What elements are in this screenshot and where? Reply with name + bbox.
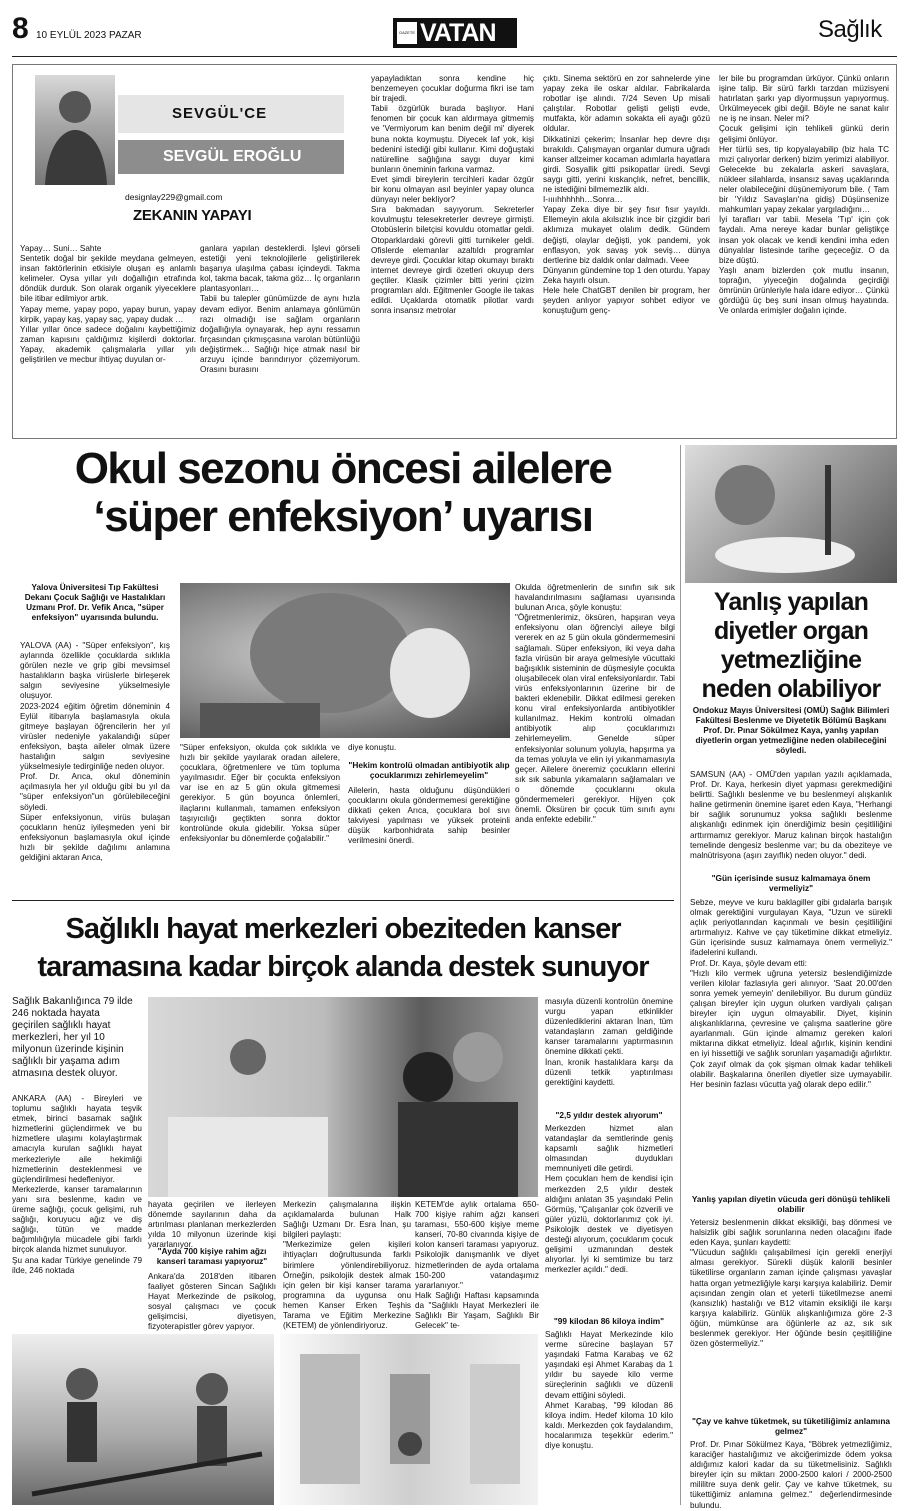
logo-badge: GAZETE [397,22,417,44]
column-text-1: Yapay… Suni… Sahte Sentetik doğal bir şekilde meydana gelmeyen, insan faktörlerinin etkisiyle oluşan eş anlamlı kelimeler. Oysa yıllar yılı doğallığın etrafında döndük durduk. Son olarak organik yiyeceklere bile itibar edilmiyor artık. Yapay meme, yapay popo, yapay burun, yapay kirpik, yapay kaş, yapay saç, yapay dudak … Yıllar yıllar önce sadece doğalını kaybettiğimiz zaman kapısını çaldığımız kişilerdi doktorlar. Yapay, akademik çalışmalarla yıllar yılı geliştirilen ve mecbur ihtiyaç duyulan or- [20,244,196,365]
issue-date: 10 EYLÜL 2023 PAZAR [36,30,142,41]
article3-photo-exercise [12,1334,274,1505]
page-number: 8 [12,12,29,45]
article3-subheading-2: "2,5 yıldır destek alıyorum" [555,1110,663,1120]
child-photo-icon [180,583,510,738]
columnist-photo [35,75,115,185]
article2-photo-diet [685,445,897,583]
article3-subheading-1: "Ayda 700 kişiye rahim ağzı kanseri taraması yapıyoruz" [156,1246,268,1266]
article2-subheading-1: "Gün içerisinde susuz kalmamaya önem vermeliyiz" [711,873,871,893]
article1-text-2: "Süper enfeksiyon, okulda çok sıklıkla ve hızlı bir şekilde yayılarak oradan ailelere, çocuklara, öğretmenlere ve tüm topluma yayılmasıdır. Eğer bir çocukta enfeksiyon var ise en az 5 gün okula gitmemesi gerekiyor. 5 gün boyunca önlemleri, ilaçlarını kullanmalı, tamamen enfeksiyon taşıyıcılığı geçtikten sonra doktor kontrolünde okula gidebilir. Yoksa süper enfeksiyonlar bu dönemlerde çoğalabilir." [180,743,340,843]
author-name: SEVGÜL EROĞLU [163,148,302,165]
article3-text-1: ANKARA (AA) - Bireyleri ve toplumu sağlıklı hayata teşvik etmek, birinci basamak sağlık hizmetlerini güçlendirmek ve bu hizmetlere ulaşımı kolaylaştırmak amacıyla kurulan sağlıklı hayat merkezleriyle aile hekimliği hizmetlerinin desteklenmesi ve güçlendirilmesi hedefleniyor. Merkezlerde, kanser taramalarının yanı sıra beslenme, kadın ve üreme sağlığı, çocuk gelişimi, ruh sağlığı, koruyucu ağız ve diş sağlığı, tütün ve madde bağımlılığıyla mücadele gibi farklı birçok alanda hizmet sunuluyor. Şu ana kadar Türkiye genelinde 79 ilde, 246 noktada [12,1094,142,1275]
article2-text-4: Prof. Dr. Pınar Sökülmez Kaya, "Böbrek yetmezliğimiz, karaciğer hastalığımız ve akciğerimizde ödem yoksa aldığımız kalori kadar da su tüketmelisiniz. Sağlıklı bireyler için su miktarı 2000-2500 kalori / 2000-2500 mililitre suya denk gelir. Çay ve kahve tüketmek, su tükettiğimiz anlamına gelmez." değerlendirmesinde bulundu. [690,1440,892,1510]
article3-text-3: Merkezin çalışmalarına ilişkin açıklamalarda bulunan Halk Sağlığı Uzmanı Dr. Esra İnan, şu bilgileri paylaştı: "Merkezimize gelen kişileri ihtiyaçları doğrultusunda farklı birimlere yönlendirebiliyoruz. Örneğin, psikolojik destek almak için gelen bir kişi kanser tarama programına da uygunsa onu hemen Kanser Erken Teşhis Tarama ve Eğitim Merkezine (KETEM) de yönlendiriyoruz. [283,1200,411,1331]
article2-subheading-2: Yanlış yapılan diyetin vücuda geri dönüşü tehlikeli olabilir [691,1194,891,1214]
vatan-logo [393,18,517,48]
article3-headline-line1: Sağlıklı hayat merkezleri obeziteden kanser [65,913,621,945]
article3-headline [12,910,674,986]
article1-text-3b: Ailelerin, hasta olduğunu düşündükleri çocuklarını okula göndermemesi gerektiğine dikkati çeken Arıca, çocuklara bol sıvı takviyesi yapılması ve yüksek proteinli düşük karbonhidrata sahip besinler verilmesini önerdi. [348,786,510,846]
article2-lead: Ondokuz Mayıs Üniversitesi (OMÜ) Sağlık Bilimleri Fakültesi Beslenme ve Diyetetik Bölümü Başkanı Prof. Dr. Pınar Sökülmez Kaya, yanlış yapılan diyetlerin organ yetmezliğine neden olabileceğini söyledi. [692,706,890,755]
column-text-5: ler bile bu programdan ürküyor. Çünkü onların işine talip. Bir sürü farklı tarzdan müzisyeni hatırlatan şarkı yap diyormuşsun yapıyormuş. Ürkülmeyecek gibi değil. Böyle ne sanat kalır ne iş ne insan. Neler mi? Çocuk gelişimi için tehlikeli günkü derin gelişimi önlüyor. Her türlü ses, tip kopyalayabilip (biz hala TC mızi çalıyorlar derken) bizim yerimizi alabiliyor. Gelecekte bu zekalarla askeri savaşlara, nükleer silahlarda, insansız savaş uçaklarında neler olabileceğini düşünemiyorum bile. ( Tam bir 'Yıldız Savaşları'na gidiş) Düşünsenize mahkumları yapay zekalar yargıladığını… İyi tarafları var tabii. Mesela 'Tıp' için çok faydalı. Ama nereye kadar bunlar geliştikçe insan yok olacak ve kendi kendini imha eden dünyalılar listesinde tarihe geçeceğiz. O da bize düştü. Yaşlı anam bizlerden çok mutlu insanın, toprağın, yiyeceğin doğalında geçirdiği ömrünün ürünleriyle hala idare ediyor… Çünkü gördüğü üç beş suni insan olmuş hayatında. Ve onlarda erimişler doğalın içinde. [719,74,889,316]
article1-text-3a: diye konuştu. [348,743,397,752]
section-name: Sağlık [818,16,882,43]
exercise-photo-icon [12,1334,274,1505]
article2-headline-line2: diyetler organ [713,617,869,645]
article1-headline-line1: Okul sezonu öncesi ailelere [74,444,612,493]
diet-photo-icon [685,445,897,583]
article3-photo-corridor [280,1334,538,1505]
article3-text-5c: Sağlıklı Hayat Merkezinde kilo verme sürecine başlayan 57 yaşındaki Fatma Karabaş ve 62 yaşındaki eşi Ahmet Karabaş da 1 yıldır bu sayede kilo verme süreçlerinin sağlıklı ve düzenli devam ettiğini söyledi. Ahmet Karabaş, "99 kilodan 86 kiloya indim. Hedef kiloma 10 kilo kaldı. Merkezden çok faydalandım, hocalarımıza teşekkür ederim." diye konuştu. [545,1330,673,1451]
article1-text-1: YALOVA (AA) - "Süper enfeksiyon", kış aylarında özellikle çocuklarda sıklıkla görülen nezle ve grip gibi mevsimsel hastalıkların başka virüslerle birleşerek salgın seviyesine yükselmesiyle oluşuyor. 2023-2024 eğitim öğretim döneminin 4 Eylül itibarıyla başlamasıyla okula gitmeye başlayan öğrencilerin her yıl virüsler nedeniyle yakalandığı süper enfeksiyon, başta aileler olmak üzere hastalığın salgın seviyesine yükselmesiyle tedirginliğe neden oluyor. Prof. Dr. Arıca, okul döneminin açılmasıyla her yıl olduğu gibi bu yıl da "süper enfeksiyon"un görülebileceğini söyledi. Süper enfeksiyonun, virüs bulaşan çocukların henüz iyileşmeden yeni bir enfeksiyonun başlamasıyla okul içinde hızlı bir şekilde dağılımı anlamına geldiğini aktaran Arıca, [20,641,170,862]
article1-bottom-rule [12,900,674,901]
logo-text: VATAN [420,19,496,47]
article1-headline [12,445,674,541]
page-header [0,0,907,60]
consultation-photo-icon [148,997,538,1197]
column-text-3: yapayladıktan sonra kendine hiç benzemeyen çocuklar doğurma fikri ise tam bir trajedi. Tabii özgürlük burada başlıyor. Hani fenomen bir çocuk kan aldırmaya gitmemiş ve 'Vermiyorum kan benim değil mi' diyerek buna nokta koymuştu. Diyecek laf yok, kişi bedenini istediği gibi kullanır. Kimi doğuştaki natürelline sağlığına saygı duyar kimi bunların öneminin farkına varmaz. Evet şimdi bireylerin tercihleri kadar özgür bir konu olmayan asıl beyinler yapay olunca dünyayı neler bekliyor? Sıra bakmadan sayıyorum. Sekreterler kovulmuştu telesekreterler devreye girmişti. Otobüslerin biletçisi kovuldu otomatlar geldi. Otoparklardaki görevli gitti turnikeler geldi. Ofislerde elemanlar azaltıldı programlar devreye girdi. Çocuklar kitap okumayı bıraktı internet devreye girdi özetleri okuyup ders geçtiler. Klasik çizimler bitti yerini çizim programları aldı. Eğitmenler Google ile takas edildi. Uçaklarda otomatik pilotlar vardı sonra insansız metrolar [371,74,534,316]
article2-text-1: SAMSUN (AA) - OMÜ'den yapılan yazılı açıklamada, Prof. Dr. Kaya, herkesin diyet yapması gerekmediğini belirtti. Sağlıklı beslenme ve bu beslenmeyi alışkanlık haline getirmenin önemine işaret eden Kaya, "Herhangi bir sağlık sorunumuz yoksa sağlıklı beslenme alışkanlığı edinmek için önerdiğimiz besin çeşitliliğini arttırmamız gerekiyor. Maruz kalınan birçok hastalığın temelinde dengesiz beslenme var; bu da obeziteye ve malnütrisyona (aşırı zayıflık) neden oluyor." dedi. [690,770,892,860]
author-email: designlay229@gmail.com [125,192,223,202]
article3-text-5a: masıyla düzenli kontrolün önemine vurgu yapan etkinlikler düzenlediklerini aktaran İnan, tüm vatandaşların zaman geldiğinde kanser taramalarını yaptırmasının önemine dikkati çekti. İnan, kronik hastalıklara karşı da düzenli tetkik yaptırılması gerektiğini kaydetti. [545,997,673,1087]
article2-headline-line4: neden olabiliyor [701,675,881,703]
article2-subheading-3: "Çay ve kahve tüketmek, su tüketiliğimiz anlamına gelmez" [691,1416,891,1436]
article2-headline-line3: yetmezliğine [720,646,862,674]
article3-photo-doctor-office [148,997,538,1197]
article3-subheading-3: "99 kilodan 86 kiloya indim" [553,1316,665,1326]
article3-lead: Sağlık Bakanlığınca 79 ilde 246 noktada hayata geçirilen sağlıklı hayat merkezleri, her yıl 10 milyonun üzerinde kişinin sağlıklı bir yaşama adım atmasına destek oluyor. [12,996,133,1079]
person-silhouette-icon [35,75,115,185]
article3-text-4: KETEM'de aylık ortalama 650-700 kişiye rahim ağzı kanseri taraması, 550-600 kişiye meme kanseri, 70-80 civarında kişiye de kolon kanseri taraması yapıyoruz. Psikolojik danışmanlık ve diyet hizmetlerinden de ayda ortalama 150-200 vatandaşımız yararlanıyor." Halk Sağlığı Haftası kapsamında da "Sağlıklı Hayat Merkezleri ile Sağlıklı Bir Yaşam, Sağlıklı Bir Gelecek" te- [415,1200,539,1331]
article2-headline [685,588,897,704]
column-text-2: ganlara yapılan destеklerdi. İşlevi görseli estetiği yeni teknolojilerle geliştirilerek başarıya ulaşılma çabası içindeydi. Takma kol, takma bacak, takma göz… İç organların plantasyonları… Tabii bu talepler günümüzde de aynı hızla devam ediyor. Benim anlamaya gönlümün razı olmadığı ise sağlam organların doğallığıyla oynayarak, hep aynı ressamın fırçasından çıkmışçasına varolan bütünlüğü değiştirmek… Sağlığı hiçe atmak nasıl bir arzuyu içinde barındırıyor çözemiyorum. Orasını burasını [200,244,360,375]
article3-text-2a: hayata geçirilen ve ilerleyen dönemde sayılarının daha da artırılması planlanan merkezlerden yılda 10 milyonun üzerinde kişi yararlanıyor. [148,1200,276,1250]
article1-lead: Yalova Üniversitesi Tıp Fakültesi Dekanı Çocuk Sağlığı ve Hastalıkları Uzmanı Prof. Dr. Vefik Arıca, "süper enfeksiyon" uyarısında bulundu. [24,583,166,622]
article2-text-3: Yetersiz beslenmenin dikkat eksikliği, baş dönmesi ve halsizlik gibi sağlık sorunlarına neden olacağını ifade eden Kaya, şunları kaydetti: "Vücudun sağlıklı çalışabilmesi için gerekli enerjiyi alması gerekiyor. Sürekli düşük kalorili besinler tüketilirse organların zaman içinde çalışması yavaşlar hatta organ yetmezliğiyle karşı karşıya kalabiliriz. Demir açısından zengin olan et yeterli tüketilmezse anemi (kansızlık) hastalığı ve B12 vitamin eksikliği ile karşı karşıya kalabiliriz. Günlük alışkanlığımıza göre 2-3 öğün, mümkünse ara öğünlerle az az, sık sık beslenmek gerekiyor. Her öğünde besin çeşitliliğine özen göstermeliyiz." [690,1218,892,1349]
header-rule [12,56,897,57]
article1-photo-child-tissue [180,583,510,738]
article1-text-4: Okulda öğretmenlerin de sınıfın sık sık havalandırılmasını sağlaması uyarısında bulunan Arıca, şöyle konuştu: "Öğretmenlerimiz, öksüren, hapşıran veya enfeksiyonu olan öğrenciyi aileye bilgi vererek en az 5 gün okula göndermemesini sağlamalı. Süper enfeksiyon, iki veya daha fazla virüsün bir araya gelmesiyle vücuttaki bağışıklık sisteminin de düşmesiyle çocukta oluşabilecek olan viral enfeksiyonlardır. Tabi virüs enfeksiyonlarının üzerine bir de bakteri eklenebilir. Dikkat edilmesi gereken konu viral enfeksiyonlarda antibiyotikler kullanılmaz. Hekim kontrolü olmadan antibiyotik alıp çocuklarımızı zehirlemeyelim. Genelde süper enfeksiyonlar solunum yoluyla, hapşırma ya da temas yoluyla ve elin iyi yıkanmamasıyla geçer. Ailelere öneremiz çocukların ellerini sık sık sabunla yıkamaların sağlamaları ve o dönemde çocuklarını okula göndermemeleri gerekiyor. Hijyen çok önemli. Öksüren bir çocuk tüm sınıfı aynı anda enfekte edebilir." [515,583,675,825]
column-title: SEVGÜL'CE [172,105,268,122]
right-column-divider [680,445,681,1505]
article1-headline-line2: ‘süper enfeksiyon’ uyarısı [93,492,593,541]
article1-subheading-1: "Hekim kontrolü olmadan antibiyotik alıp çocuklarımızı zehirlemeyelim" [348,760,510,780]
article3-text-5b: Merkezden hizmet alan vatandaşlar da semtlerinde geniş kapsamlı sağlık hizmetleri olmasından duydukları memnuniyeti dile getirdi. Hem çocukları hem de kendisi için merkezden 2,5 yıldır destek aldığını anlatan 35 yaşındaki Pelin Görmüş, "Çalışanlar çok özverili ve güler yüzlü, doktorlarımız çok iyi. Psikolojik destek ve diyetisyen desteği alıyorum, çocuklarım çocuk gelişimi uzmanından destek alıyorlar. İyi ki semtimize bu tarz merkezler açıldı." dedi. [545,1124,673,1275]
column-text-4: çıktı. Sinema sektörü en zor sahnelerde yine yapay zeka ile oskar aldılar. Fabrikalarda robotlar işe alındı. 7/24 Seven Up misali çalıştılar. Robotlar gelişti geliști evde, mutfakta, kör adamın sokakta eli ayağı gözü oldular. Dikkatinizi çekerim; İnsanlar hep devre dışı bırakıldı. Çalışmayan organlar dumura uğradı kanser allzeimer kocaman adımlarla hayatlara girdi. Sosyallik gitti psikopatlar üredi. Sevgi saygı gitti, yerini kıskançlık, nefret, bencillik, ne istediğini bilmemezlik aldı. I-ııııhhhhhh…Sonra… Yapay Zeka diye bir şey fısır fısır yayıldı. Ellemeyin akıla akılsızlık ince bir çizgidir bari aklımıza mukayet olalım dedik. Gündem değişti, olaylar değişti, yok pandemi, yok enflasyon, yok savaş yok seviş… dünya dertlerine biz daldık onlar dalmadı. Veee Dünyanın gündemine top 1 den oturdu. Yapay Zeka hayırlı olsun. Hele hele ChatGBT denilen bir program, her şeyden anlıyor yapıyor sohbet ediyor ve konuştuğum genç- [543,74,711,316]
corridor-photo-icon [280,1334,538,1505]
article3-headline-line2: taramasına kadar birçok alanda destek sunuyor [37,951,649,983]
article2-headline-line1: Yanlış yapılan [713,588,869,616]
article3-text-2b: Ankara'da 2018'den itibaren faaliyet gösteren Sincan Sağlıklı Hayat Merkezinde de psikolog, sosyal çalışmacı ve çocuk gelişimcisi, diyetisyen, fizyoterapistler görev yapıyor. [148,1272,276,1332]
column-headline: ZEKANIN YAPAYI [133,207,252,224]
article2-text-2: Sebze, meyve ve kuru baklagiller gibi gıdalarla barışık olmak gerektiğini vurgulayan Kaya, "Uzun ve sürekli açlık periyotlarından kaçınmalı ve besin çeşitliliğini artırmalıyız. Kahve ve çay tüketimine dikkat etmeliyiz. Gün içerisinde susuz kalmamaya önem vermeliyiz." ifadelerini kullandı. Prof. Dr. Kaya, şöyle devam etti: "Hızlı kilo vermek uğruna yetersiz beslendiğimizde verilen kilolar fazlasıyla geri alınıyor. 'Saat 20.00'den sonra yemek yemeyin' denilebiliyor. Bu durum gündüz çalışan bireyler için uygun olurken vardiyalı çalışan bireyler için uygun olmayabilir. Diyet, kişinin alışkanlıklarına, çevresine ve çalışma saatlerine göre ayarlanmalı. Gün içinde almamız gereken kalori miktarına dikkat etmeliyiz. İdeal ağırlık, kişinin kendini en iyi hissettiği ve sağlık sorunları yaşamadığı ağırlıktır. Çok zayıf olmak da çok şişman olmak kadar tehlikeli olabilir. Başkalarına önerilen diyetler size uymayabilir. Her besinin fazlası vücutta yağ olarak depo edilir." [690,898,892,1089]
